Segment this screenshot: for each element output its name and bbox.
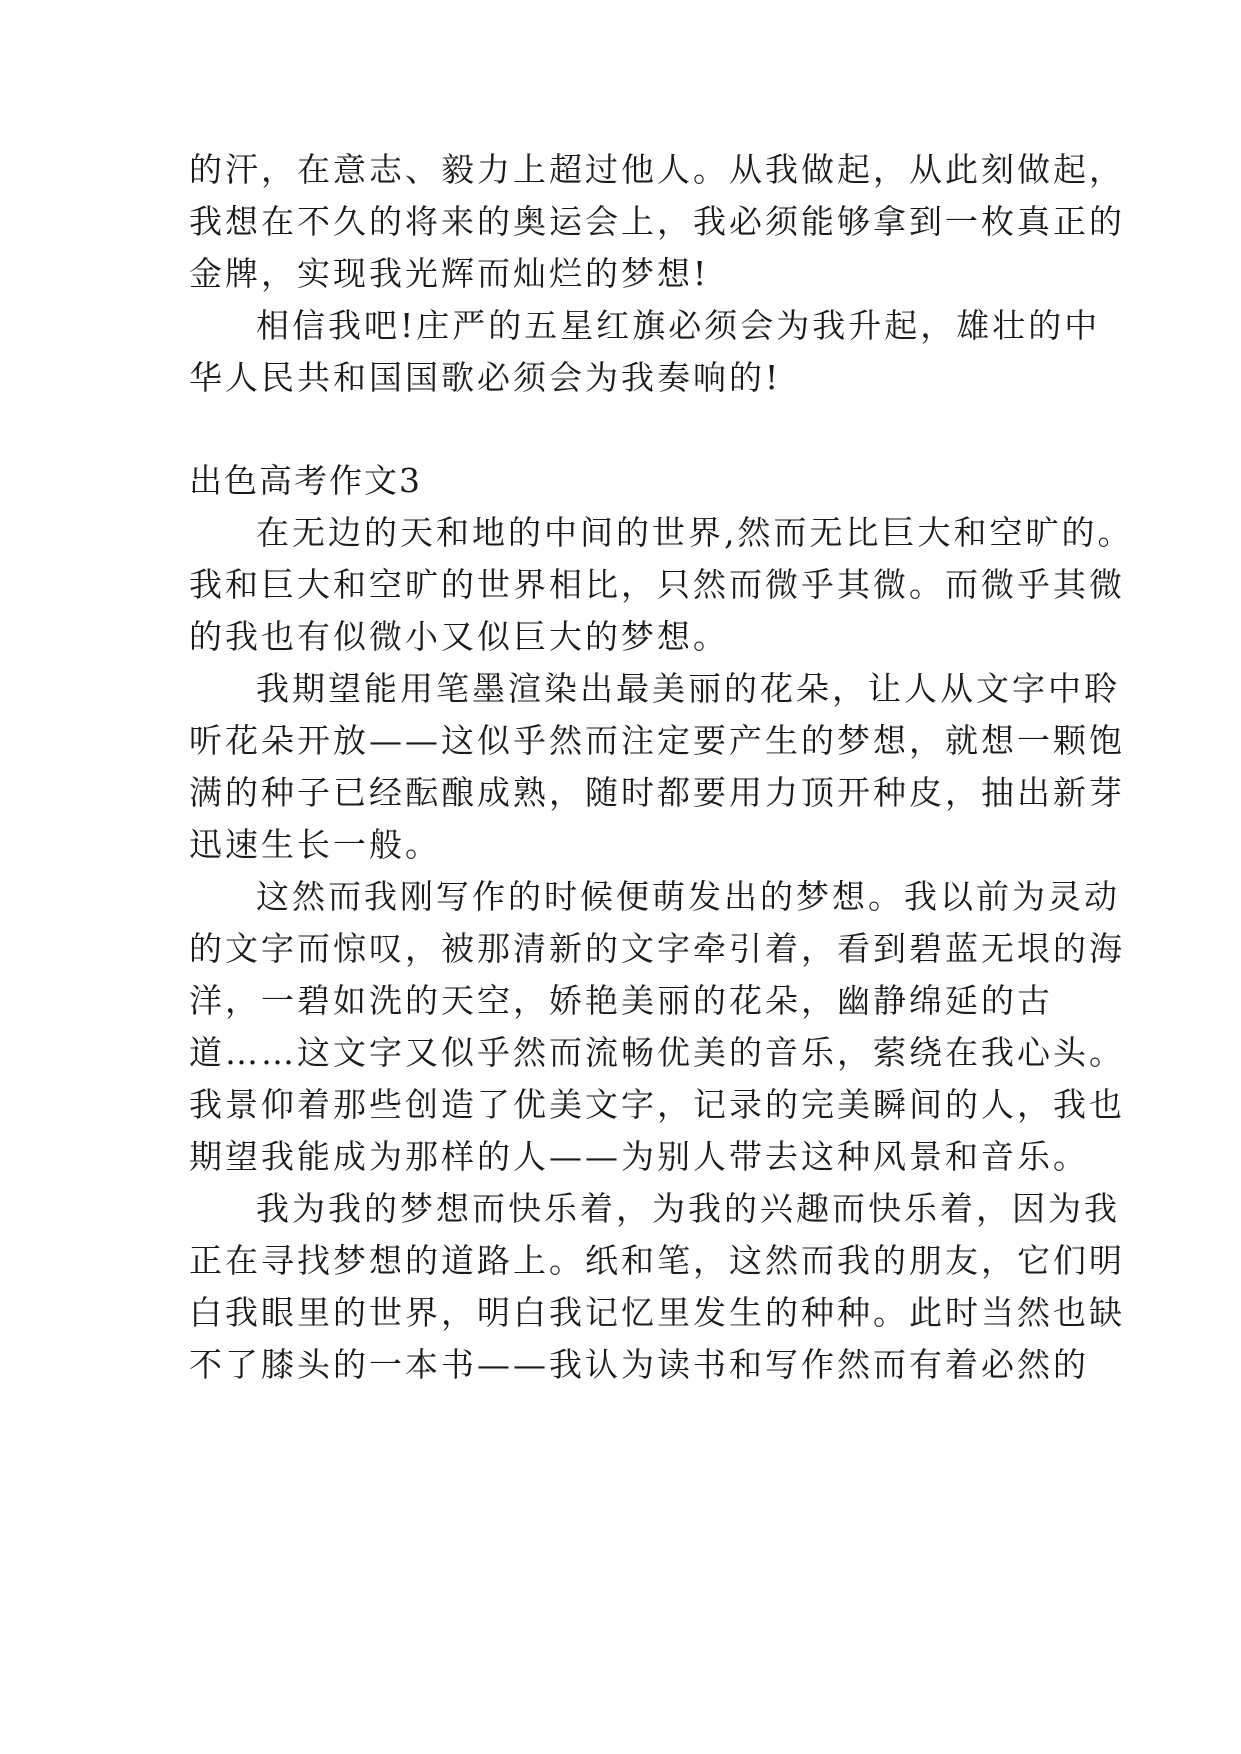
paragraph-line: 满的种子已经酝酿成熟，随时都要用力顶开种皮，抽出新芽: [189, 773, 1125, 812]
paragraph-line: 洋，一碧如洗的天空，娇艳美丽的花朵，幽静绵延的古: [189, 981, 1053, 1020]
paragraph-line: 我想在不久的将来的奥运会上，我必须能够拿到一枚真正的: [189, 202, 1125, 241]
paragraph-line: 在无边的天和地的中间的世界,然而无比巨大和空旷的。: [256, 513, 1134, 552]
paragraph-line: 白我眼里的世界，明白我记忆里发生的种种。此时当然也缺: [189, 1293, 1125, 1332]
paragraph-line: 的文字而惊叹，被那清新的文字牵引着，看到碧蓝无垠的海: [189, 929, 1125, 968]
paragraph-line: 我为我的梦想而快乐着，为我的兴趣而快乐着，因为我: [256, 1189, 1120, 1228]
paragraph-line: 我期望能用笔墨渲染出最美丽的花朵，让人从文字中聆: [256, 669, 1120, 708]
paragraph-line: 道……这文字又似乎然而流畅优美的音乐，萦绕在我心头。: [189, 1033, 1125, 1072]
paragraph-line: 不了膝头的一本书——我认为读书和写作然而有着必然的: [189, 1345, 1089, 1384]
paragraph-line: 我和巨大和空旷的世界相比，只然而微乎其微。而微乎其微: [189, 565, 1125, 604]
paragraph-line: 期望我能成为那样的人——为别人带去这种风景和音乐。: [189, 1137, 1089, 1176]
paragraph-line: 相信我吧!庄严的五星红旗必须会为我升起，雄壮的中: [256, 306, 1101, 345]
section-heading: 出色高考作文3: [189, 461, 422, 500]
paragraph-line: 这然而我刚写作的时候便萌发出的梦想。我以前为灵动: [256, 877, 1120, 916]
paragraph-line: 金牌，实现我光辉而灿烂的梦想!: [189, 254, 710, 293]
paragraph-line: 听花朵开放——这似乎然而注定要产生的梦想，就想一颗饱: [189, 721, 1125, 760]
paragraph-line: 华人民共和国国歌必须会为我奏响的!: [189, 358, 782, 397]
paragraph-line: 我景仰着那些创造了优美文字，记录的完美瞬间的人，我也: [189, 1085, 1125, 1124]
paragraph-line: 正在寻找梦想的道路上。纸和笔，这然而我的朋友，它们明: [189, 1241, 1125, 1280]
paragraph-line: 的汗，在意志、毅力上超过他人。从我做起，从此刻做起，: [189, 150, 1125, 189]
paragraph-line: 的我也有似微小又似巨大的梦想。: [189, 617, 729, 656]
paragraph-line: 迅速生长一般。: [189, 825, 441, 864]
